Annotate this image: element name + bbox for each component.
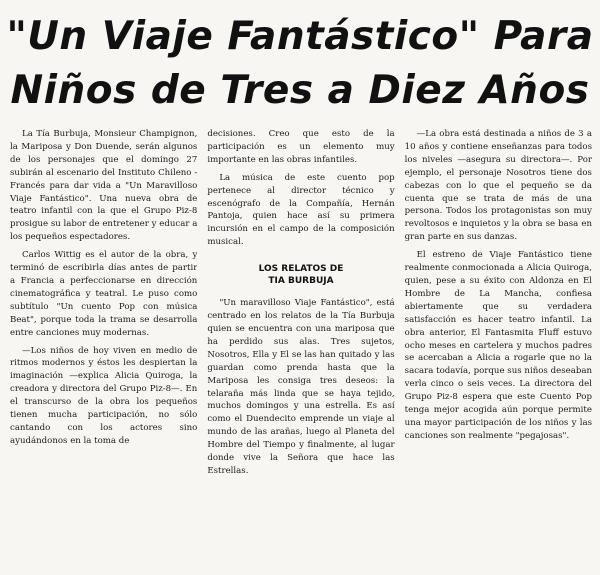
paragraph: El estreno de Viaje Fantástico tiene realmente conmocionada a Alicia Quiroga, quien, pese a su éxito con Aldonza en El Hombre de La Mancha, confiesa abiertamente que su verdadera satisfacción es hacer teatro infantil. La obra anterior, El Fantasmita Fluff estuvo ocho meses en cartelera y muchos padres se acercaban a Alicia a rogarle que no la sacara todavía, porque sus niños deseaban verla cinco o seis veces. La directora del Grupo Piz-8 espera que este Cuento Pop tenga mejor acogida aún porque permite una mayor participación de los niños y las canciones son realmente "pegajosas". <box>404 250 592 441</box>
article-columns <box>10 128 592 569</box>
paragraph: La Tía Burbuja, Monsieur Champignon, la Mariposa y Don Duende, serán algunos de los personajes que el domingo 27 subirán al escenario del Instituto Chileno - Francés para dar vida a "Un Maravilloso Viaje Fantástico". Una nueva obra de teatro infantil con la que el Grupo Piz-8 prosigue su labor de entretener y educar a los pequeños espectadores. <box>10 129 198 243</box>
paragraph: "Un maravilloso Viaje Fantástico", está centrado en los relatos de la Tía Burbuja quien se encuentra con una mariposa que ha perdido sus alas. Tres sujetos, Nosotros, Ella y El se las han quitado y las guardan como prenda hasta que la Mariposa les consiga tres deseos: la telaraña más linda que se haya tejido, muchos domingos y una estrella. Es así como el Duendecito emprende un viaje al mundo de las arañas, luego al Planeta del Hombre del Tiempo y finalmente, al lugar donde vive la Señora que hace las Estrellas. <box>207 298 395 476</box>
paragraph: Carlos Wittig es el autor de la obra, y terminó de escribirla días antes de partir a Francia a perfeccionarse en dirección cinematográfica y teatral. Le puso como subtítulo "Un cuento Pop con música Beat", porque toda la trama se desarrolla entre canciones muy modernas. <box>10 250 198 338</box>
article-column-1 <box>10 128 197 569</box>
headline-line-2: Niños de Tres a Diez Años <box>10 68 590 113</box>
headline-line-1: "Un Viaje Fantástico" Para <box>6 14 594 59</box>
section-subheading <box>207 263 394 287</box>
subheading-line-1: LOS RELATOS DE <box>258 264 344 275</box>
article-column-3 <box>405 128 592 569</box>
article-column-2 <box>207 128 394 569</box>
headline <box>0 10 600 118</box>
paragraph: —Los niños de hoy viven en medio de ritmos modernos y éstos les despiertan la imaginación —explica Alicia Quiroga, la creadora y directora del Grupo Piz-8—. En el transcurso de la obra los pequeños tienen mucha participación, no sólo cantando con los actores sino ayudándonos en la toma de <box>10 345 198 446</box>
subheading-line-2: TIA BURBUJA <box>268 276 334 287</box>
paragraph: La música de este cuento pop pertenece al director técnico y escenógrafo de la Compañía, Hernán Pantoja, quien hace así su primera incursión en el campo de la composición musical. <box>207 172 395 248</box>
paragraph: —La obra está destinada a niños de 3 a 10 años y contiene enseñanzas para todos los niveles —asegura su directora—. Por ejemplo, el personaje Nosotros tiene dos cabezas con lo que el pequeño se da cuenta que se trata de más de una persona. Todos los protagonistas son muy revoltosos e inquietos y la obra se basa en gran parte en sus danzas. <box>404 129 592 243</box>
paragraph: decisiones. Creo que esto de la participación es un elemento muy importante en las obras infantiles. <box>207 129 395 165</box>
